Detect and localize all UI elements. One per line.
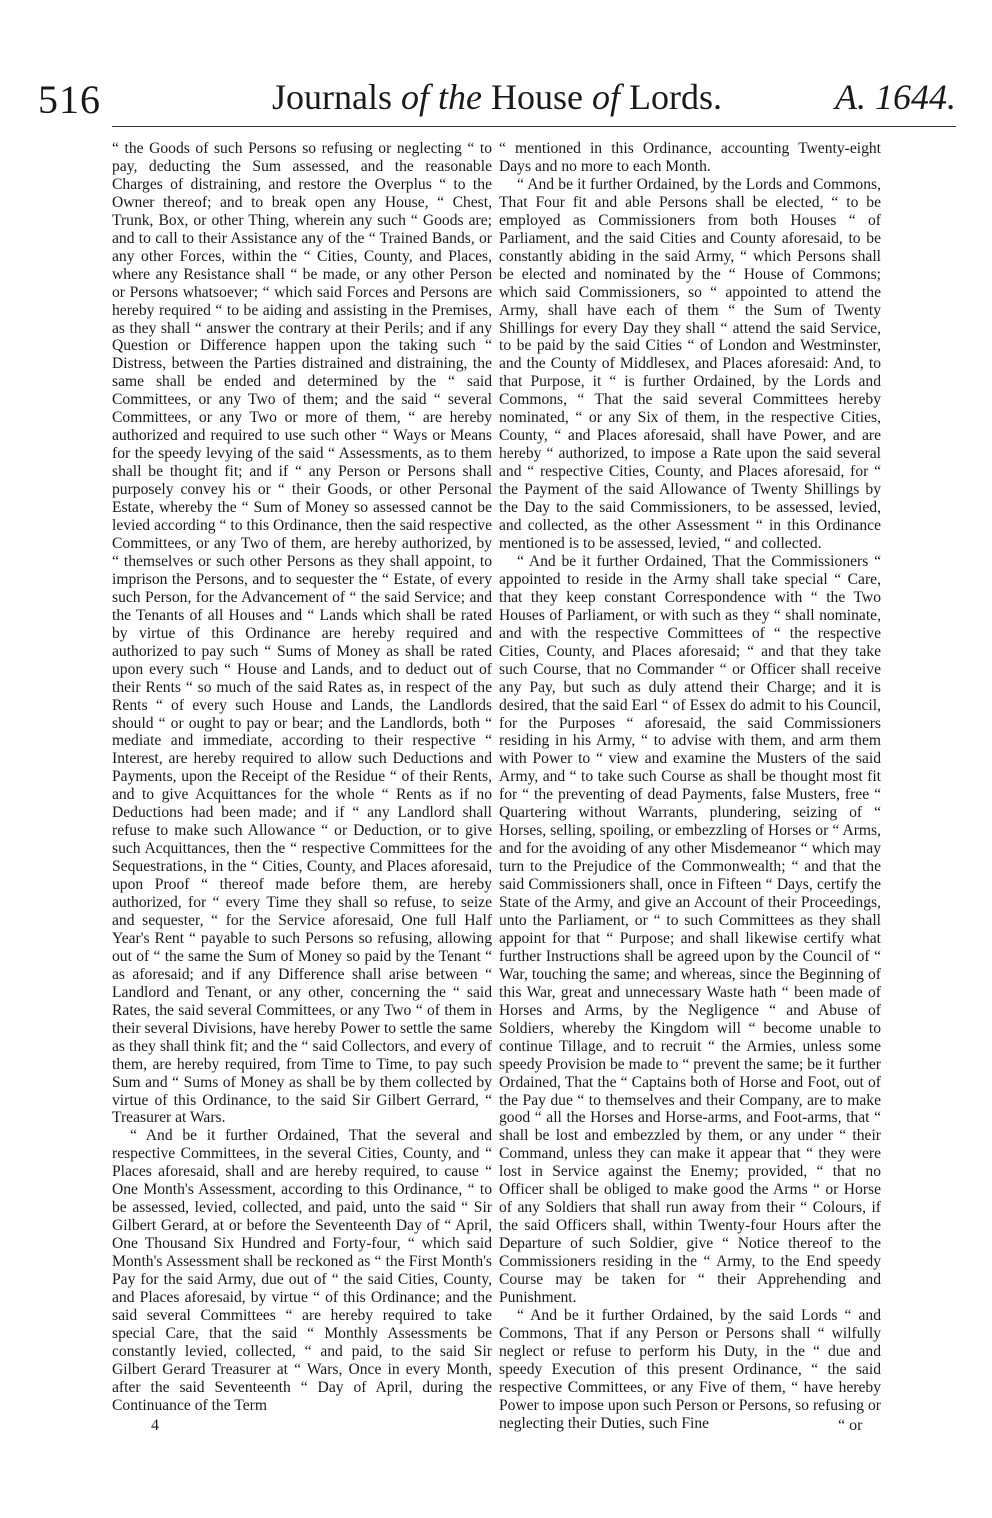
signature-mark: 4 [151, 1417, 159, 1434]
catchword: “ or [838, 1417, 863, 1434]
page-number: 516 [38, 77, 101, 122]
left-paragraph-2: “ And be it further Ordained, That the several and respective Committees, in the several Cities, County, and “ Places aforesaid, shall and are hereby required, to cause “ One Month's Assessment, according to this Ordinance, “ to be assessed, levied, collected, and paid, unto the said “ Sir Gilbert Gerard, at or before the Seventeenth Day of “ April, One Thousand Six Hundred and Forty-four, “ which said Month's Assessment shall be reckoned as “ the First Month's Pay for the said Army, due out of “ the said Cities, County, and Places aforesaid, by virtue “ of this Ordinance; and the said several Committees “ are hereby required to take special Care, that the said “ Monthly Assessments be constantly levied, collected, “ and paid, to the said Sir Gilbert Gerard Treasurer at “ Wars, Once in every Month, after the said Seventeenth “ Day of April, during the Continuance of the Term [112, 1127, 492, 1414]
title-of: of [591, 77, 620, 117]
year-mark: A. 1644. [835, 77, 956, 117]
right-paragraph-4: “ And be it further Ordained, by the said Lords “ and Commons, That if any Person or Persons shall “ wilfully neglect or refuse to perform his Duty, in the “ due and speedy Execution of this present Ordinance, “ the said respective Committees, or any Five of them, “ have hereby Power to impose upon such Person or Persons, so refusing or neglecting their Duties, such Fine [499, 1306, 881, 1432]
running-title [38, 76, 956, 118]
right-paragraph-1: “ mentioned in this Ordinance, accounting Twenty-eight Days and no more to each Month. [499, 140, 881, 175]
title-of-the: of the [401, 77, 482, 117]
left-paragraph-1: “ the Goods of such Persons so refusing or neglecting “ to pay, deducting the Sum assessed, and the reasonable Charges of distraining, and restore the Overplus “ to the Owner thereof; and to break open any House, “ Chest, Trunk, Box, or other Thing, wherein any such “ Goods are; and to call to their Assistance any of the “ Trained Bands, or any other Forces, within the “ Cities, County, and Places, where any Resistance shall “ be made, or any other Person or Persons whatsoever; “ which said Forces and Persons are hereby required “ to be aiding and assisting in the Premises, as they shall “ answer the contrary at their Perils; and if any Question or Difference happen upon the taking such “ Distress, between the Parties distrained and distraining, the same shall be ended and determined by the “ said Committees, or any Two of them; and the said “ several Committees, or any Two or more of them, “ are hereby authorized and required to use such other “ Ways or Means for the speedy levying of the said “ Assessments, as to them shall be thought fit; and if “ any Person or Persons shall purposely convey his or “ their Goods, or other Personal Estate, whereby the “ Sum of Money so assessed cannot be levied according “ to this Ordinance, then the said respective Committees, or any Two of them, are hereby authorized, by “ themselves or such other Persons as they shall appoint, to imprison the Persons, and to sequester the “ Estate, of every such Person, for the Advancement of “ the said Service; and the Tenants of all Houses and “ Lands which shall be rated by virtue of this Ordinance are hereby required and authorized to pay such “ Sums of Money as shall be rated upon every such “ House and Lands, and to deduct out of their Rents “ so much of the said Rates as, in respect of the Rents “ of every such House and Lands, the Landlords should “ or ought to pay or bear; and the Landlords, both “ mediate and immediate, according to their respective “ Interest, are hereby required to allow such Deductions and Payments, upon the Receipt of the Residue “ of their Rents, and to give Acquittances for the whole “ Rents as if no Deductions had been made; and if “ any Landlord shall refuse to make such Allowance “ or Deduction, or to give such Acquittances, then the “ respective Committees for the Sequestrations, in the “ Cities, County, and Places aforesaid, upon Proof “ thereof made before them, are hereby authorized, for “ every Time they shall so refuse, to seize and sequester, “ for the Service aforesaid, One full Half Year's Rent “ payable to such Persons so refusing, allowing out of “ the same the Sum of Money so paid by the Tenant “ as aforesaid; and if any Difference shall arise between “ Landlord and Tenant, or any other, concerning the “ said Rates, the said several Committees, or any Two “ of them in their several Divisions, have hereby Power to settle the same as they shall think fit; and the “ said Collectors, and every of them, are hereby required, from Time to Time, to pay such Sum and “ Sums of Money as shall be by them collected by virtue of this Ordinance, to the said Sir Gilbert Gerrard, “ Treasurer at Wars. [112, 140, 492, 1127]
header-rule [112, 126, 956, 127]
left-column [112, 140, 492, 1415]
right-column [499, 140, 881, 1433]
title-journals: Journals [272, 77, 392, 117]
title-house: House [490, 77, 583, 117]
right-paragraph-2: “ And be it further Ordained, by the Lords and Commons, That Four fit and able Persons shall be elected, “ to be employed as Commissioners from both Houses “ of Parliament, and the said Cities and County aforesaid, to be constantly abiding in the said Army, “ which Persons shall be elected and nominated by the “ House of Commons; which said Commissioners, so “ appointed to attend the Army, shall have each of them “ the Sum of Twenty Shillings for every Day they shall “ attend the said Service, to be paid by the said Cities “ of London and Westminster, and the County of Middlesex, and Places aforesaid: And, to that Purpose, it “ is further Ordained, by the Lords and Commons, “ That the said several Committees hereby nominated, “ or any Six of them, in the respective Cities, County, “ and Places aforesaid, shall have Power, and are hereby “ authorized, to impose a Rate upon the said several and “ respective Cities, County, and Places aforesaid, for “ the Payment of the said Allowance of Twenty Shillings by the Day to the said Commissioners, to be assessed, levied, and collected, as the other Assessment “ in this Ordinance mentioned is to be assessed, levied, “ and collected. [499, 175, 881, 552]
title-lords: Lords. [629, 77, 722, 117]
right-paragraph-3: “ And be it further Ordained, That the Commissioners “ appointed to reside in the Army shall take special “ Care, that they keep constant Correspondence with “ the Two Houses of Parliament, or with such as they “ shall nominate, and with the respective Committees of “ the respective Cities, County, and Places aforesaid; “ and that they take such Course, that no Commander “ or Officer shall receive any Pay, but such as duly attend their Charge; and it is desired, that the said Earl “ of Essex do admit to his Council, for the Purposes “ aforesaid, the said Commissioners residing in his Army, “ to advise with them, and arm them with Power to “ view and examine the Musters of the said Army, and “ to take such Course as shall be thought most fit for “ the preventing of dead Payments, false Musters, free “ Quartering without Warrants, plundering, seizing of “ Horses, selling, spoiling, or embezzling of Horses or “ Arms, and for the avoiding of any other Misdemeanor “ which may turn to the Prejudice of the Commonwealth; “ and that the said Commissioners shall, once in Fifteen “ Days, certify the State of the Army, and give an Account of their Proceedings, unto the Parliament, or “ to such Committees as they shall appoint for that “ Purpose; and shall likewise certify what further Instructions shall be agreed upon by the Council of “ War, touching the same; and whereas, since the Beginning of this War, great and unnecessary Waste hath “ been made of Horses and Arms, by the Negligence “ and Abuse of Soldiers, whereby the Kingdom will “ become unable to continue Tillage, and to recruit “ the Armies, unless some speedy Provision be made to “ prevent the same; be it further Ordained, That the “ Captains both of Horse and Foot, out of the Pay due “ to themselves and their Company, are to make good “ all the Horses and Horse-arms, and Foot-arms, that “ shall be lost and embezzled by them, or any under “ their Command, unless they can make it appear that “ they were lost in Service against the Enemy; provided, “ that no Officer shall be obliged to make good the Arms “ or Horse of any Soldiers that shall run away from their “ Colours, if the said Officers shall, within Twenty-four Hours after the Departure of such Soldier, give “ Notice thereof to the Commissioners residing in the “ Army, to the End speedy Course may be taken for “ their Apprehending and Punishment. [499, 552, 881, 1306]
page-header [38, 72, 956, 124]
